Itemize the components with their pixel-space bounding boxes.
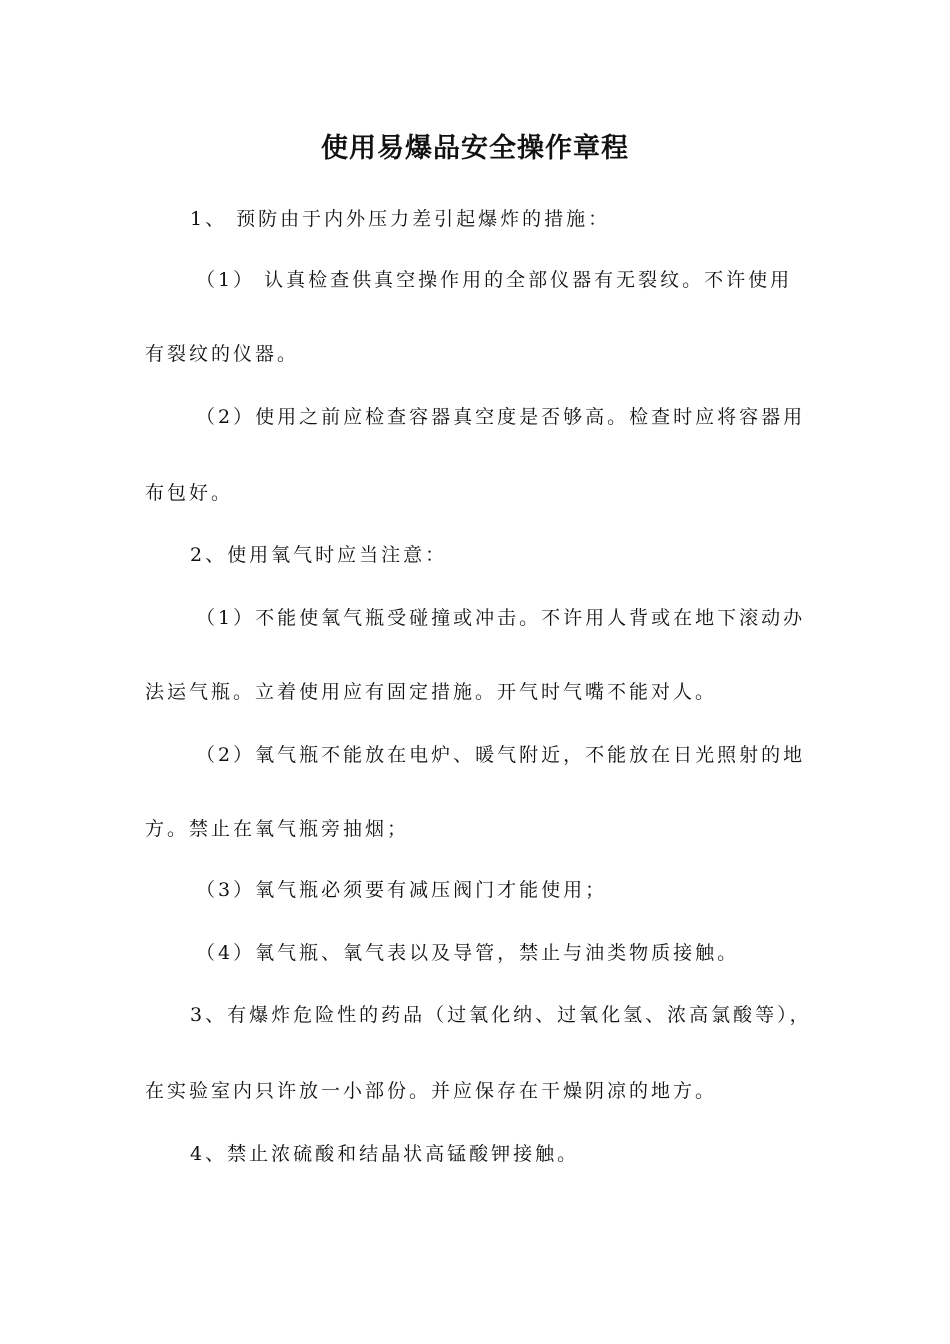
paragraph-line-12: （4）氧气瓶、氧气表以及导管，禁止与油类物质接触。 (196, 942, 740, 964)
paragraph-line-10: 方。禁止在氧气瓶旁抽烟； (145, 818, 410, 840)
paragraph-line-3: 有裂纹的仪器。 (145, 343, 300, 365)
paragraph-line-9: （2）氧气瓶不能放在电炉、暖气附近，不能放在日光照射的地 (196, 744, 806, 766)
paragraph-line-7: （1）不能使氧气瓶受碰撞或冲击。不许用人背或在地下滚动办 (196, 607, 806, 629)
paragraph-line-13: 3、有爆炸危险性的药品（过氧化纳、过氧化氢、浓高氯酸等）， (190, 1004, 812, 1026)
document-title: 使用易爆品安全操作章程 (321, 133, 629, 164)
paragraph-line-5: 布包好。 (145, 482, 234, 504)
paragraph-line-8: 法运气瓶。立着使用应有固定措施。开气时气嘴不能对人。 (145, 681, 718, 703)
paragraph-line-11: （3）氧气瓶必须要有减压阀门才能使用； (196, 879, 608, 901)
paragraph-line-1: 1、 预防由于内外压力差引起爆炸的措施： (190, 208, 611, 230)
paragraph-line-14: 在实验室内只许放一小部份。并应保存在干燥阴凉的地方。 (145, 1080, 718, 1102)
paragraph-line-4: （2）使用之前应检查容器真空度是否够高。检查时应将容器用 (196, 406, 806, 428)
paragraph-line-2: （1） 认真检查供真空操作用的全部仪器有无裂纹。不许使用 (196, 269, 793, 291)
paragraph-line-15: 4、禁止浓硫酸和结晶状高锰酸钾接触。 (190, 1143, 580, 1165)
paragraph-line-6: 2、使用氧气时应当注意： (190, 544, 448, 566)
